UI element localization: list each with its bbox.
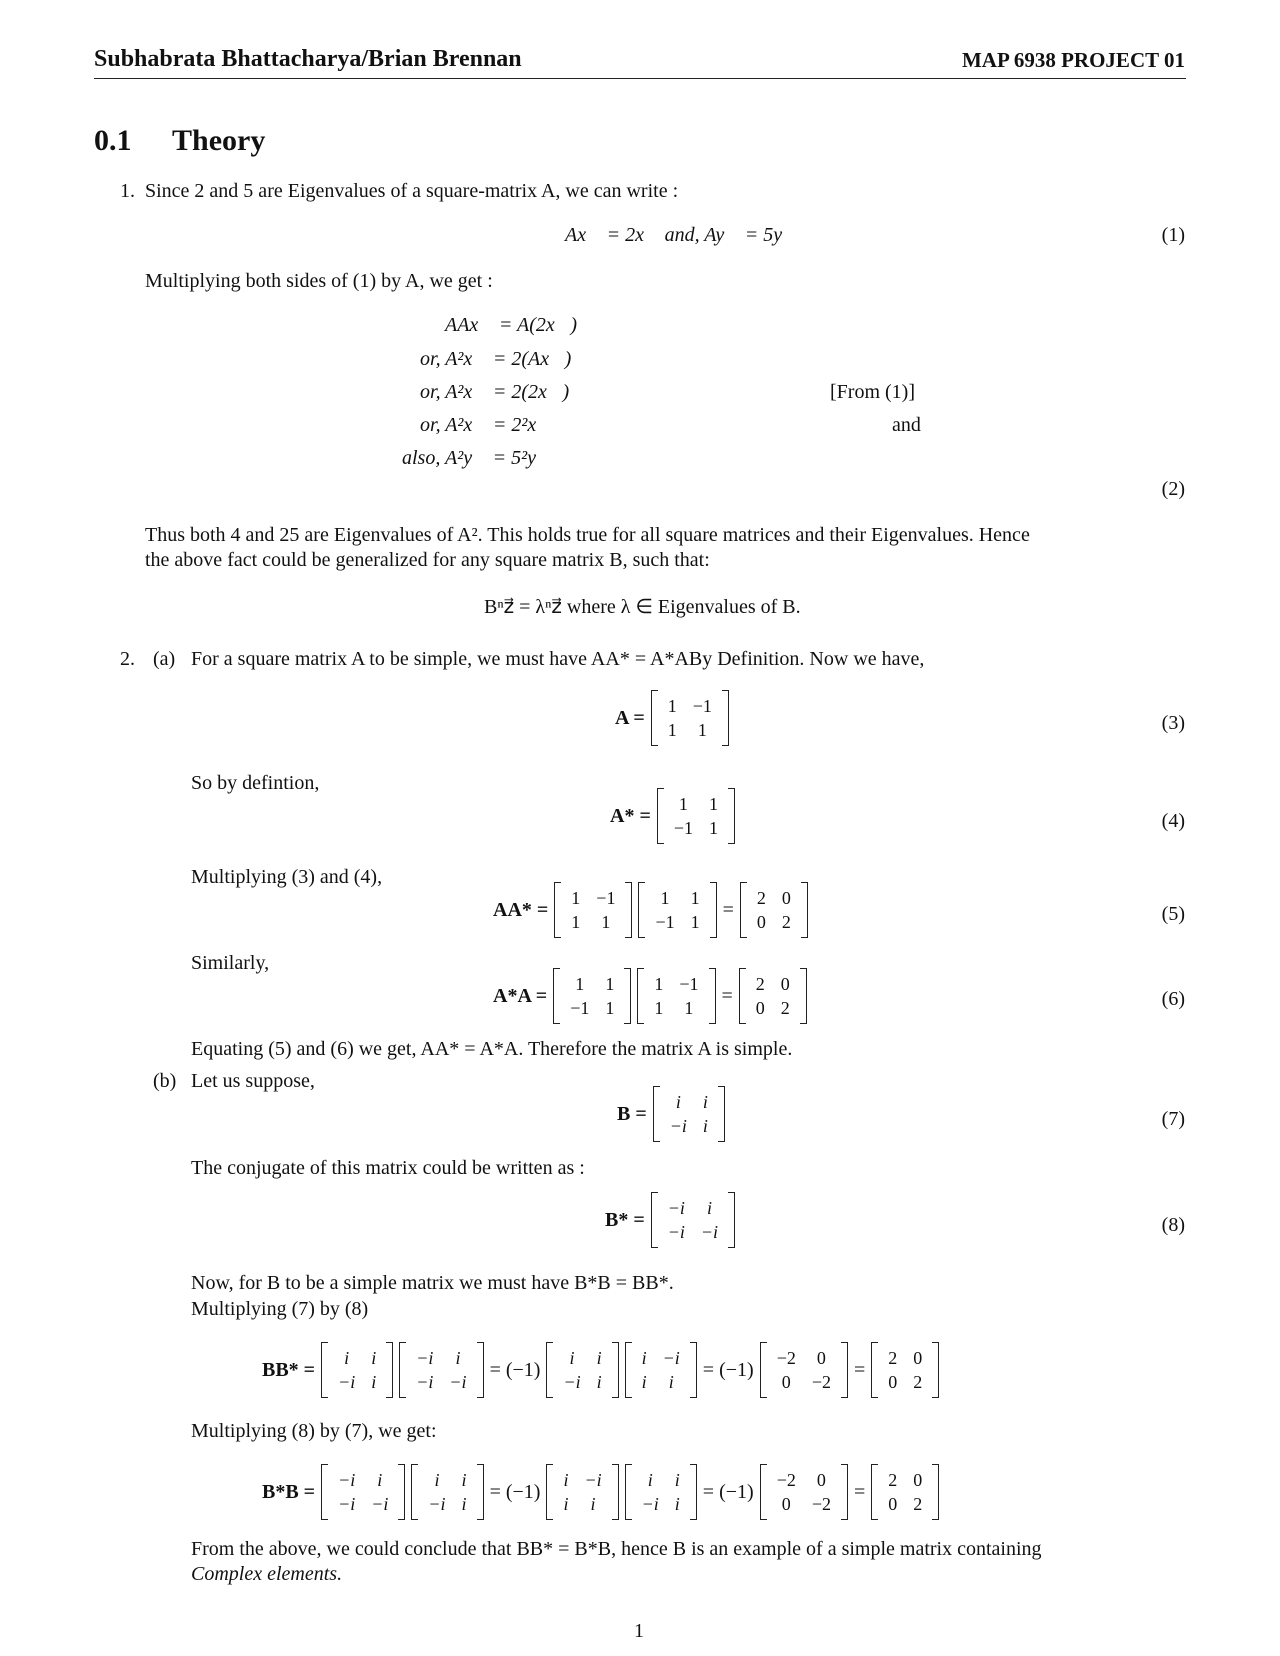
cell: 1 [709,794,718,814]
header-authors: Subhabrata Bhattacharya/Brian Brennan [94,46,522,72]
page-number: 1 [634,1620,644,1642]
matrix-neg [760,1346,848,1394]
cell: 1 [697,720,707,740]
section-title: Theory [172,124,266,157]
cell: −i [667,1222,685,1242]
cell: −1 [673,818,693,838]
cell: 1 [660,888,670,908]
lhs-BstarB: B*B = [262,1480,316,1503]
equation-5 [493,886,808,934]
cell: −1 [596,888,616,908]
derivation-line-4: or, A²x⃗ = 2²x⃗ [420,414,552,436]
cell: 1 [605,998,615,1018]
cell: i [641,1372,647,1392]
lhs-Astar: A* = [610,804,651,827]
matrix-A [637,972,715,1020]
derivation-line-2: or, A²x⃗ = 2(Ax⃗) [420,348,572,370]
cell: i [596,1348,602,1368]
cell: −i [416,1348,434,1368]
cell: −i [584,1470,602,1490]
part-b-label: (b) [153,1070,177,1092]
cell: i [674,1494,680,1514]
cell: i [674,1470,680,1490]
cell: −i [449,1372,467,1392]
cell: i [461,1494,467,1514]
equation-2-tag: (2) [1161,478,1185,500]
cell: −2 [776,1348,796,1368]
cell: 1 [690,912,700,932]
cell: −i [700,1222,719,1242]
cell: 0 [888,1494,898,1514]
cell: −i [662,1348,680,1368]
derivation-line-3: or, A²x⃗ = 2(2x⃗) [420,381,570,403]
matrix-m2 [625,1346,697,1394]
cell: 1 [678,794,688,814]
cell: 0 [913,1348,923,1368]
cell: i [675,1092,681,1112]
cell: i [434,1470,440,1490]
cell: 0 [781,1372,791,1392]
now-text: Now, for B to be a simple matrix we must have B*B = BB*. [191,1272,674,1294]
equals-neg-one: = (−1) [702,1480,754,1503]
matrix-result [740,886,808,934]
matrix-result [739,972,807,1020]
cell: i [461,1470,467,1490]
equation-4 [610,792,735,840]
cell: i [377,1470,383,1490]
cell: 0 [888,1372,898,1392]
cell: −2 [811,1372,831,1392]
cell: 1 [571,888,581,908]
matrix-B-star [399,1346,483,1394]
note-from-1: [From (1)] [830,381,915,403]
lhs-B: B = [617,1102,647,1125]
multiplying-text: Multiplying both sides of (1) by A, we get : [145,270,493,292]
cell: i [641,1348,647,1368]
part-a-intro: For a square matrix A to be simple, we must have AA* = A*ABy Definition. Now we have, [191,648,925,670]
matrix-B [321,1346,393,1394]
cell: i [647,1470,653,1490]
thus-line-1: Thus both 4 and 25 are Eigenvalues of A². This holds true for all square matrices and their Eigenvalues. Hence [145,524,1030,546]
matrix-m4 [625,1468,697,1516]
conjugate-text: The conjugate of this matrix could be written as : [191,1157,585,1179]
cell: −1 [692,696,712,716]
similarly-text: Similarly, [191,952,270,974]
thus-line-2: the above fact could be generalized for any square matrix B, such that: [145,549,710,571]
cell: 0 [913,1470,923,1490]
lhs-A: A = [615,706,645,729]
equation-6-tag: (6) [1161,988,1185,1010]
cell: −i [371,1494,389,1514]
equals-sign: = [721,984,733,1007]
lhs-AstarA: A*A = [493,984,548,1007]
matrix-m3 [546,1468,618,1516]
cell: i [371,1372,377,1392]
cell: −i [641,1494,659,1514]
cell: −1 [679,974,699,994]
cell: −2 [811,1494,831,1514]
cell: i [563,1494,569,1514]
part-b-intro: Let us suppose, [191,1070,315,1092]
conclusion-line-2: Complex elements. [191,1563,343,1585]
matrix-A-star [657,792,735,840]
matrix-A [554,886,632,934]
cell: i [596,1372,602,1392]
lhs-AAstar: AA* = [493,898,549,921]
cell: −i [667,1198,685,1218]
cell: 1 [601,912,611,932]
item-1-number: 1. [120,180,135,202]
multiplying-3-4: Multiplying (3) and (4), [191,866,383,888]
cell: 1 [571,912,581,932]
matrix-result [871,1468,939,1516]
equation-7-tag: (7) [1161,1108,1185,1130]
cell: 2 [888,1470,898,1490]
equation-4-tag: (4) [1161,810,1185,832]
equation-6 [493,972,807,1020]
item-2-number: 2. [120,648,135,670]
cell: −2 [776,1470,796,1490]
cell: 2 [913,1372,923,1392]
cell: 2 [755,974,765,994]
multiplying-7-8: Multiplying (7) by (8) [191,1298,369,1320]
matrix-A-star [638,886,716,934]
cell: −1 [655,912,675,932]
equals-neg-one: = (−1) [489,1358,541,1381]
cell: −i [338,1470,356,1490]
cell: −1 [570,998,590,1018]
cell: 0 [781,1494,791,1514]
cell: i [706,1198,712,1218]
cell: 0 [816,1348,826,1368]
cell: 0 [781,888,791,908]
cell: 0 [756,912,766,932]
matrix-neg [760,1468,848,1516]
cell: 2 [781,912,791,932]
equation-BBstar [262,1346,939,1394]
cell: 1 [684,998,694,1018]
matrix-result [871,1346,939,1394]
derivation-line-1: AAx⃗ = A(2x⃗) [445,314,577,336]
note-and: and [892,414,921,436]
equals-neg-one: = (−1) [489,1480,541,1503]
matrix-A [651,694,729,742]
equation-1-tag: (1) [1161,224,1185,246]
cell: −i [338,1372,356,1392]
cell: −i [416,1372,434,1392]
equation-8 [605,1196,735,1244]
matrix-A-star [553,972,631,1020]
equals-sign: = [854,1358,866,1381]
cell: i [668,1372,674,1392]
header-course: MAP 6938 PROJECT 01 [961,48,1185,72]
cell: −i [338,1494,356,1514]
cell: 2 [913,1494,923,1514]
cell: 1 [690,888,700,908]
cell: 1 [654,974,664,994]
matrix-B-star [651,1196,735,1244]
cell: i [344,1348,350,1368]
equation-5-tag: (5) [1161,903,1185,925]
equals-sign: = [722,898,734,921]
cell: i [371,1348,377,1368]
derivation-line-5: also, A²y⃗ = 5²y⃗ [402,447,552,469]
cell: 2 [888,1348,898,1368]
matrix-B [653,1090,725,1138]
cell: −i [428,1494,446,1514]
section-number: 0.1 [94,124,132,157]
equation-8-tag: (8) [1161,1214,1185,1236]
item-1-intro: Since 2 and 5 are Eigenvalues of a square-matrix A, we can write : [145,180,679,202]
cell: i [455,1348,461,1368]
cell: 1 [709,818,718,838]
equating-text: Equating (5) and (6) we get, AA* = A*A. Therefore the matrix A is simple. [191,1038,793,1060]
cell: i [590,1494,596,1514]
header-rule [94,78,1186,79]
cell: 0 [816,1470,826,1490]
cell: 2 [780,998,790,1018]
equation-1: Ax⃗ = 2x⃗ and, Ay⃗ = 5y⃗ [565,224,798,246]
equation-3-tag: (3) [1161,712,1185,734]
cell: −i [563,1372,581,1392]
equation-BstarB [262,1468,939,1516]
matrix-m1 [546,1346,618,1394]
cell: 0 [780,974,790,994]
cell: i [563,1470,569,1490]
lhs-Bstar: B* = [605,1208,645,1231]
equation-7 [617,1090,725,1138]
cell: 1 [605,974,615,994]
cell: 0 [755,998,765,1018]
multiplying-8-7: Multiplying (8) by (7), we get: [191,1420,437,1442]
lhs-BBstar: BB* = [262,1358,316,1381]
cell: 1 [667,720,677,740]
conclusion-line-1: From the above, we could conclude that BB* = B*B, hence B is an example of a simple matrix containing [191,1538,1042,1560]
equals-neg-one: = (−1) [702,1358,754,1381]
cell: 1 [667,696,677,716]
cell: 1 [654,998,664,1018]
matrix-B-star [321,1468,405,1516]
cell: 2 [756,888,766,908]
cell: i [702,1116,708,1136]
matrix-B [411,1468,483,1516]
cell: i [569,1348,575,1368]
part-a-label: (a) [153,648,176,670]
equation-3 [615,694,729,742]
generalized-equation: Bⁿz⃗ = λⁿz⃗ where λ ∈ Eigenvalues of B. [484,596,801,618]
cell: 1 [575,974,585,994]
cell: i [702,1092,708,1112]
cell: −i [669,1116,687,1136]
equals-sign: = [854,1480,866,1503]
so-by-definition: So by defintion, [191,772,320,794]
